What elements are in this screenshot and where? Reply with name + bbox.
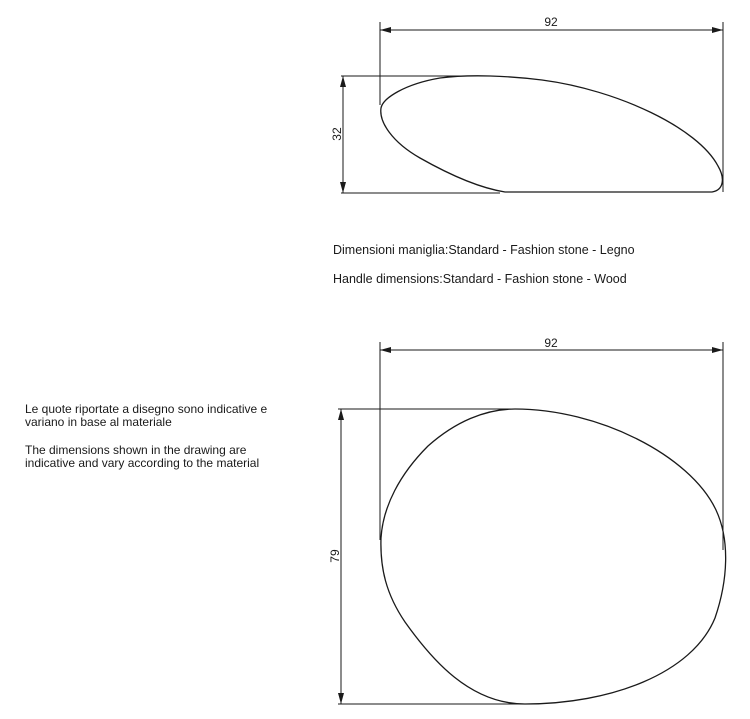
bottom-width-label: 92 — [544, 336, 558, 350]
top-handle-view — [330, 15, 723, 193]
top-width-arrow-right — [712, 27, 723, 33]
top-height-arrow-bottom — [340, 182, 346, 193]
handle-dimensions-caption-english: Handle dimensions:Standard - Fashion stone - Wood — [333, 272, 627, 286]
top-height-label: 32 — [330, 127, 344, 141]
bottom-height-arrow-top — [338, 409, 344, 420]
bottom-width-arrow-right — [712, 347, 723, 353]
bottom-handle-outline — [381, 409, 726, 704]
top-width-label: 92 — [544, 15, 558, 29]
bottom-handle-view — [328, 336, 726, 704]
bottom-height-label: 79 — [328, 549, 342, 563]
top-width-arrow-left — [380, 27, 391, 33]
handle-dimensions-caption-italian: Dimensioni maniglia:Standard - Fashion stone - Legno — [333, 243, 635, 257]
top-handle-outline — [381, 76, 723, 192]
disclaimer-note-english: The dimensions shown in the drawing are indicative and vary according to the material — [25, 443, 260, 470]
disclaimer-note-italian: Le quote riportate a disegno sono indicative e variano in base al materiale — [25, 402, 268, 429]
bottom-height-arrow-bottom — [338, 693, 344, 704]
bottom-width-arrow-left — [380, 347, 391, 353]
top-height-arrow-top — [340, 76, 346, 87]
